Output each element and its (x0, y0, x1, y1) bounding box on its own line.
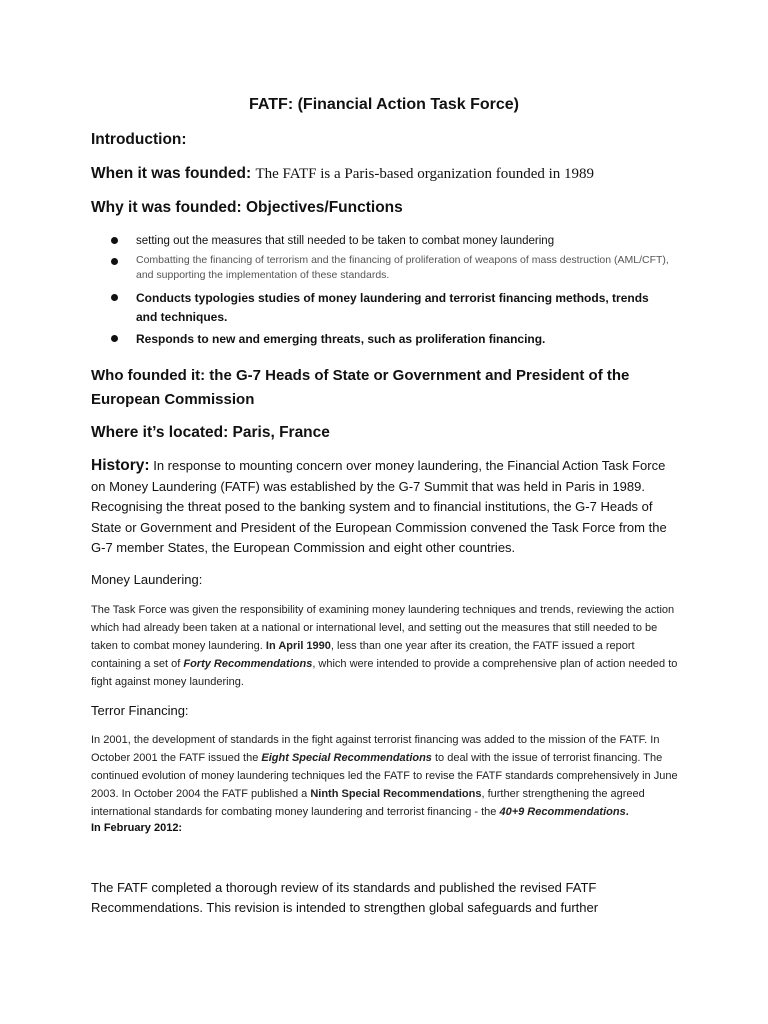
money-laundering-heading: Money Laundering: (91, 572, 203, 587)
list-item (111, 289, 671, 330)
tf-forty-nine: 40+9 Recommendations (499, 806, 626, 818)
final-paragraph: The FATF completed a thorough review of its standards and published the revised FATF Recommendations. This revision is intended to strengthen global safeguards and further (91, 880, 599, 915)
ml-date-bold: In April 1990 (265, 640, 331, 652)
where-heading: Where it’s located: Paris, France (91, 424, 330, 441)
list-item-text: Conducts typologies studies of money laundering and terrorist financing methods, trends and techniques. (136, 291, 649, 324)
tf-text-2: to deal with the issue of terrorist financing. The continued evolution of money laundering techniques led the FATF to revise the FATF standards comprehensively in June 2003. In October 2004 the FATF published a (91, 752, 678, 800)
list-item-text: Combatting the financing of terrorism and the financing of proliferation of weapons of mass destruction (AML/CFT), and supporting the implementation of these standards. (136, 254, 669, 281)
founded-text: The FATF is a Paris-based organization founded in 1989 (255, 166, 595, 182)
history-paragraph (91, 456, 681, 559)
terror-financing-heading: Terror Financing: (91, 703, 189, 718)
tf-text-4: . (625, 806, 629, 818)
bullet-icon (111, 294, 118, 301)
tf-text-3: , further strengthening the agreed international standards for combating money laundering and terrorist financing - the (91, 788, 645, 818)
list-item (111, 253, 671, 289)
why-heading: Why it was founded: Objectives/Functions (91, 199, 403, 216)
money-laundering-paragraph (91, 601, 683, 691)
bullet-icon (111, 335, 118, 342)
list-item (111, 232, 671, 253)
february-heading: In February 2012: (91, 822, 183, 834)
terror-financing-paragraph (91, 731, 683, 821)
list-item (111, 330, 671, 349)
founded-label: When it was founded: (91, 165, 252, 182)
tf-ninth-special: Ninth Special Recommendations (310, 788, 482, 800)
document-title: FATF: (Financial Action Task Force) (249, 96, 519, 113)
list-item-text: setting out the measures that still needed to be taken to combat money laundering (136, 235, 555, 247)
founded-line (91, 165, 594, 183)
tf-text-1: In 2001, the development of standards in the fight against terrorist financing was added to the mission of the FATF. In October 2001 the FATF issued the (91, 734, 660, 764)
history-label: History: (91, 457, 150, 474)
history-text: In response to mounting concern over money laundering, the Financial Action Task Force on Money Laundering (FATF) was established by the G-7 Summit that was held in Paris in 1989. Recognising the threat posed to the banking system and to financial institutions, the G-7 Heads of State or Government and President of the European Commission convened the Task Force from the G-7 member States, the European Commission and eight other countries. (91, 458, 667, 556)
ml-text-1: The Task Force was given the responsibility of examining money laundering techniques and trends, reviewing the action which had already been taken at a national or international level, and setting out the measures that still needed to be taken to combat money laundering. (91, 604, 675, 652)
bullet-icon (111, 237, 118, 244)
ml-text-2: , less than one year after its creation, the FATF issued a report containing a set of (91, 640, 635, 670)
list-item-text: Responds to new and emerging threats, such as proliferation financing. (136, 332, 546, 346)
tf-eight-special: Eight Special Recommendations (261, 752, 432, 764)
bullet-icon (111, 258, 118, 265)
ml-text-3: , which were intended to provide a comprehensive plan of action needed to fight against money laundering. (91, 658, 678, 688)
who-heading: Who founded it: the G-7 Heads of State or Government and President of the European Commission (91, 367, 630, 408)
ml-forty-recommendations: Forty Recommendations (183, 658, 313, 670)
introduction-heading: Introduction: (91, 131, 187, 148)
objectives-list (111, 232, 671, 349)
